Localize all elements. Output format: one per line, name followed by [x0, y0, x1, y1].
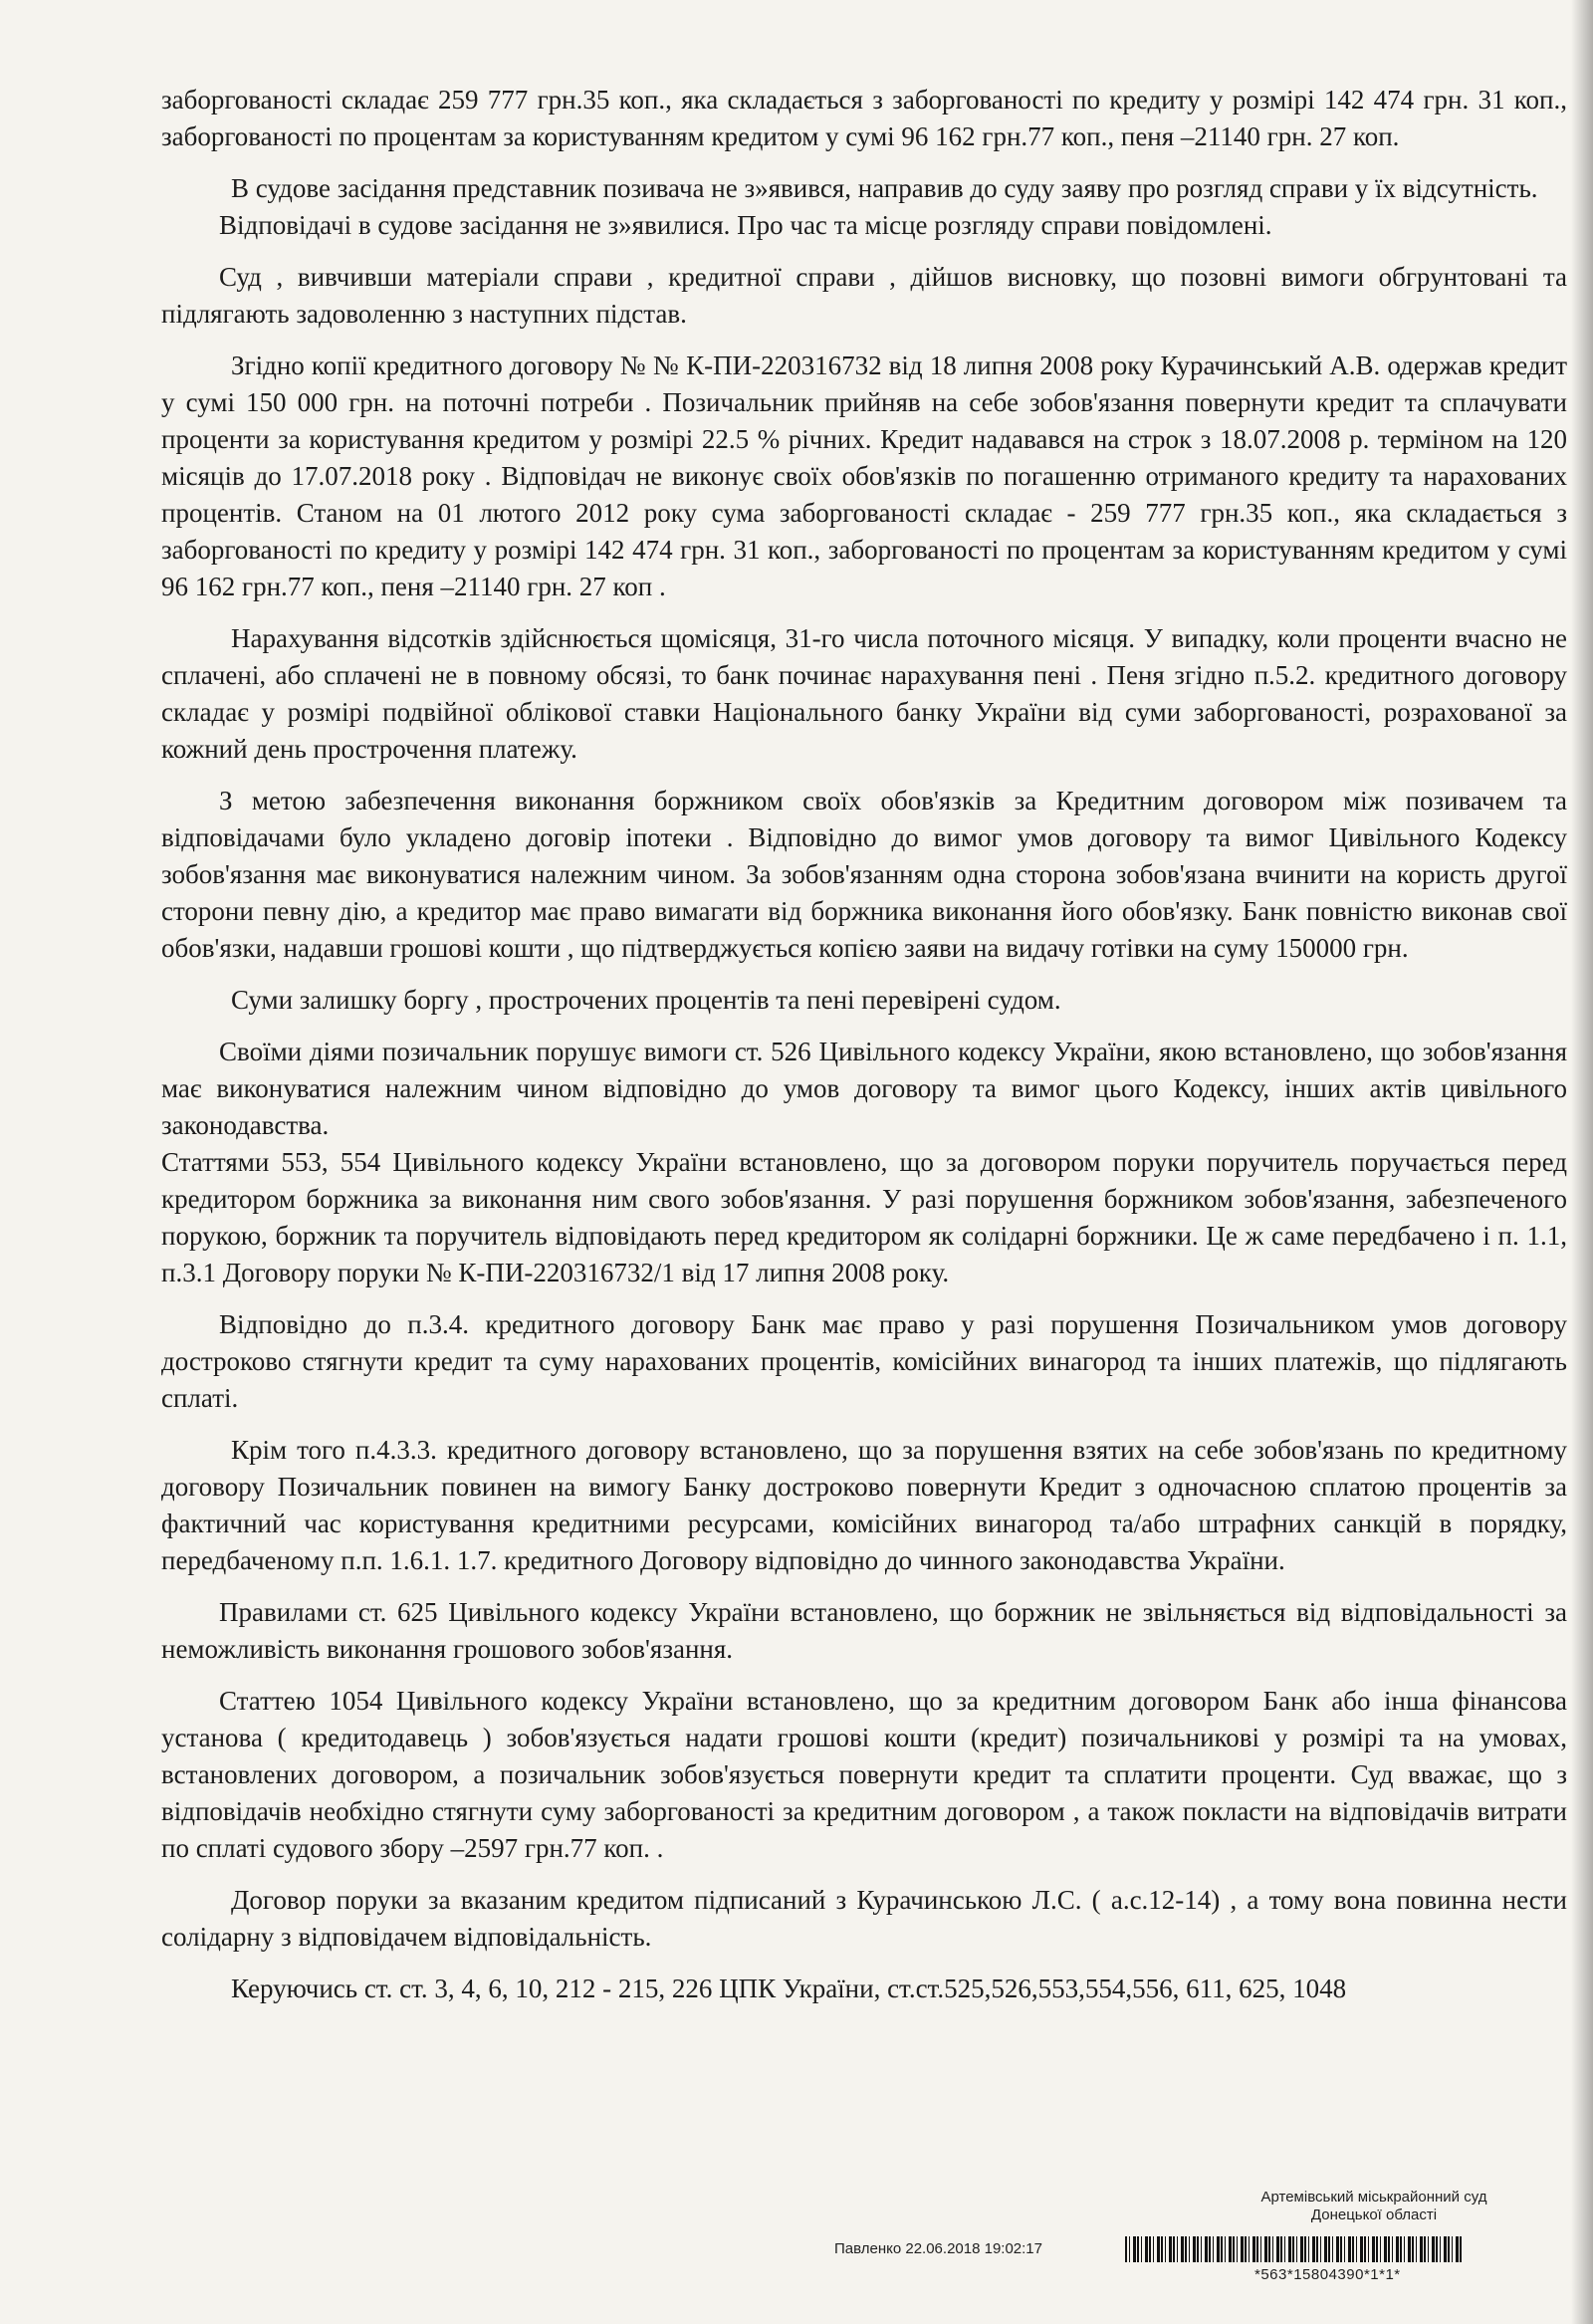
paragraph: Суми залишку боргу , прострочених процентів та пені перевірені судом.: [231, 985, 1061, 1015]
paragraph: Крім того п.4.3.3. кредитного договору встановлено, що за порушення взятих на себе зобов'язань по кредитному договору Позичальник повинен на вимогу Банку достроково повернути Кредит з одночасною сплатою процентів за фактичний час користування кредитними ресурсами, комісійних винагород та/або штрафних санкцій в порядку, передбаченому п.п. 1.6.1. 1.7. кредитного Договору відповідно до чинного законодавства України.: [161, 1435, 1567, 1575]
paragraph: Відповідачі в судове засідання не з»явилися. Про час та місце розгляду справи повідомлені.: [219, 210, 1272, 240]
barcode: [1125, 2236, 1464, 2262]
paragraph: Своїми діями позичальник порушує вимоги ст. 526 Цивільного кодексу України, якою встановлено, що зобов'язання має виконуватися належним чином відповідно до умов договору та вимог цього Кодексу, інших актів цивільного законодавства.: [161, 1037, 1567, 1140]
paragraph: Нарахування відсотків здійснюється щомісяця, 31-го числа поточного місяця. У випадку, коли проценти вчасно не сплачені, або сплачені не в повному обсязі, то банк починає нарахування пені . Пеня згідно п.5.2. кредитного договору складає у розмірі подвійної облікової ставки Національного банку України від суми заборгованості, розрахованої за кожний день прострочення платежу.: [161, 623, 1567, 764]
paragraph: Згідно копії кредитного договору № № К-ПИ-220316732 від 18 липня 2008 року Курачинський А.В. одержав кредит у сумі 150 000 грн. на поточні потреби . Позичальник прийняв на себе зобов'язання повернути кредит та сплачувати проценти за користування кредитом у розмірі 22.5 % річних. Кредит надавався на строк з 18.07.2008 р. терміном на 120 місяців до 17.07.2018 року . Відповідач не виконує своїх обов'язків по погашенню отриманого кредиту та нарахованих процентів. Станом на 01 лютого 2012 року сума заборгованості складає - 259 777 грн.35 коп., яка складається з заборгованості по кредиту у розмірі 142 474 грн. 31 коп., заборгованості по процентам за користуванням кредитом у сумі 96 162 грн.77 коп., пеня –21140 грн. 27 коп .: [161, 350, 1567, 601]
court-region-line: Донецької області: [1310, 2207, 1438, 2223]
page-edge-shadow: [1571, 0, 1593, 2324]
court-name-line: Артемівський міськрайонний суд: [1260, 2189, 1487, 2206]
paragraph: В судове засідання представник позивача не з»явився, направив до суду заяву про розгляд справи у їх відсутність.: [231, 173, 1538, 203]
paragraph: Відповідно до п.3.4. кредитного договору Банк має право у разі порушення Позичальником умов договору достроково стягнути кредит та суму нарахованих процентів, комісійних винагород та інших платежів, що підлягають сплаті.: [161, 1309, 1567, 1413]
paragraph: Статтею 1054 Цивільного кодексу України встановлено, що за кредитним договором Банк або інша фінансова установа ( кредитодавець ) зобов'язується надати грошові кошти (кредит) позичальникові у розмірі та на умовах, встановлених договором, а позичальник зобов'язується повернути кредит та сплатити проценти. Суд вважає, що з відповідачів необхідно стягнути суму заборгованості за кредитним договором , а також покласти на відповідачів витрати по сплаті судового збору –2597 грн.77 коп. .: [161, 1686, 1567, 1863]
paragraph: Статтями 553, 554 Цивільного кодексу України встановлено, що за договором поруки поручитель поручається перед кредитором боржника за виконання ним свого зобов'язання. У разі порушення боржником зобов'язання, забезпеченого порукою, боржник та поручитель відповідають перед кредитором як солідарні боржники. Це ж саме передбачено і п. 1.1, п.3.1 Договору поруки № К-ПИ-220316732/1 від 17 липня 2008 року.: [161, 1147, 1567, 1287]
document-footer: [0, 2179, 1593, 2324]
document-body: [161, 82, 1567, 2007]
paragraph: Договор поруки за вказаним кредитом підписаний з Курачинською Л.С. ( а.с.12-14) , а тому вона повинна нести солідарну з відповідачем відповідальність.: [161, 1885, 1567, 1952]
paragraph: З метою забезпечення виконання боржником своїх обов'язків за Кредитним договором між позивачем та відповідачами було укладено договір іпотеки . Відповідно до вимог умов договору та вимог Цивільного Кодексу зобов'язання має виконуватися належним чином. За зобов'язанням одна сторона зобов'язана вчинити на користь другої сторони певну дію, а кредитор має право вимагати від боржника виконання його обов'язку. Банк повністю виконав свої обов'язки, надавши грошові кошти , що підтверджується копією заяви на видачу готівки на суму 150000 грн.: [161, 786, 1567, 963]
barcode-number: *563*15804390*1*1*: [1254, 2266, 1401, 2283]
paragraph: Суд , вивчивши матеріали справи , кредитної справи , дійшов висновку, що позовні вимоги обгрунтовані та підлягають задоволенню з наступних підстав.: [161, 262, 1567, 329]
court-name-stamp: [1165, 2189, 1583, 2224]
paragraph: Правилами ст. 625 Цивільного кодексу України встановлено, що боржник не звільняється від відповідальності за неможливість виконання грошового зобов'язання.: [161, 1597, 1567, 1664]
signature-timestamp: Павленко 22.06.2018 19:02:17: [834, 2240, 1042, 2257]
paragraph: заборгованості складає 259 777 грн.35 коп., яка складається з заборгованості по кредиту у розмірі 142 474 грн. 31 коп., заборгованості по процентам за користуванням кредитом у сумі 96 162 грн.77 коп., пеня –21140 грн. 27 коп.: [161, 85, 1567, 151]
paragraph: Керуючись ст. ст. 3, 4, 6, 10, 212 - 215, 226 ЦПК України, ст.ст.525,526,553,554,556, 611, 625, 1048: [231, 1974, 1347, 2003]
